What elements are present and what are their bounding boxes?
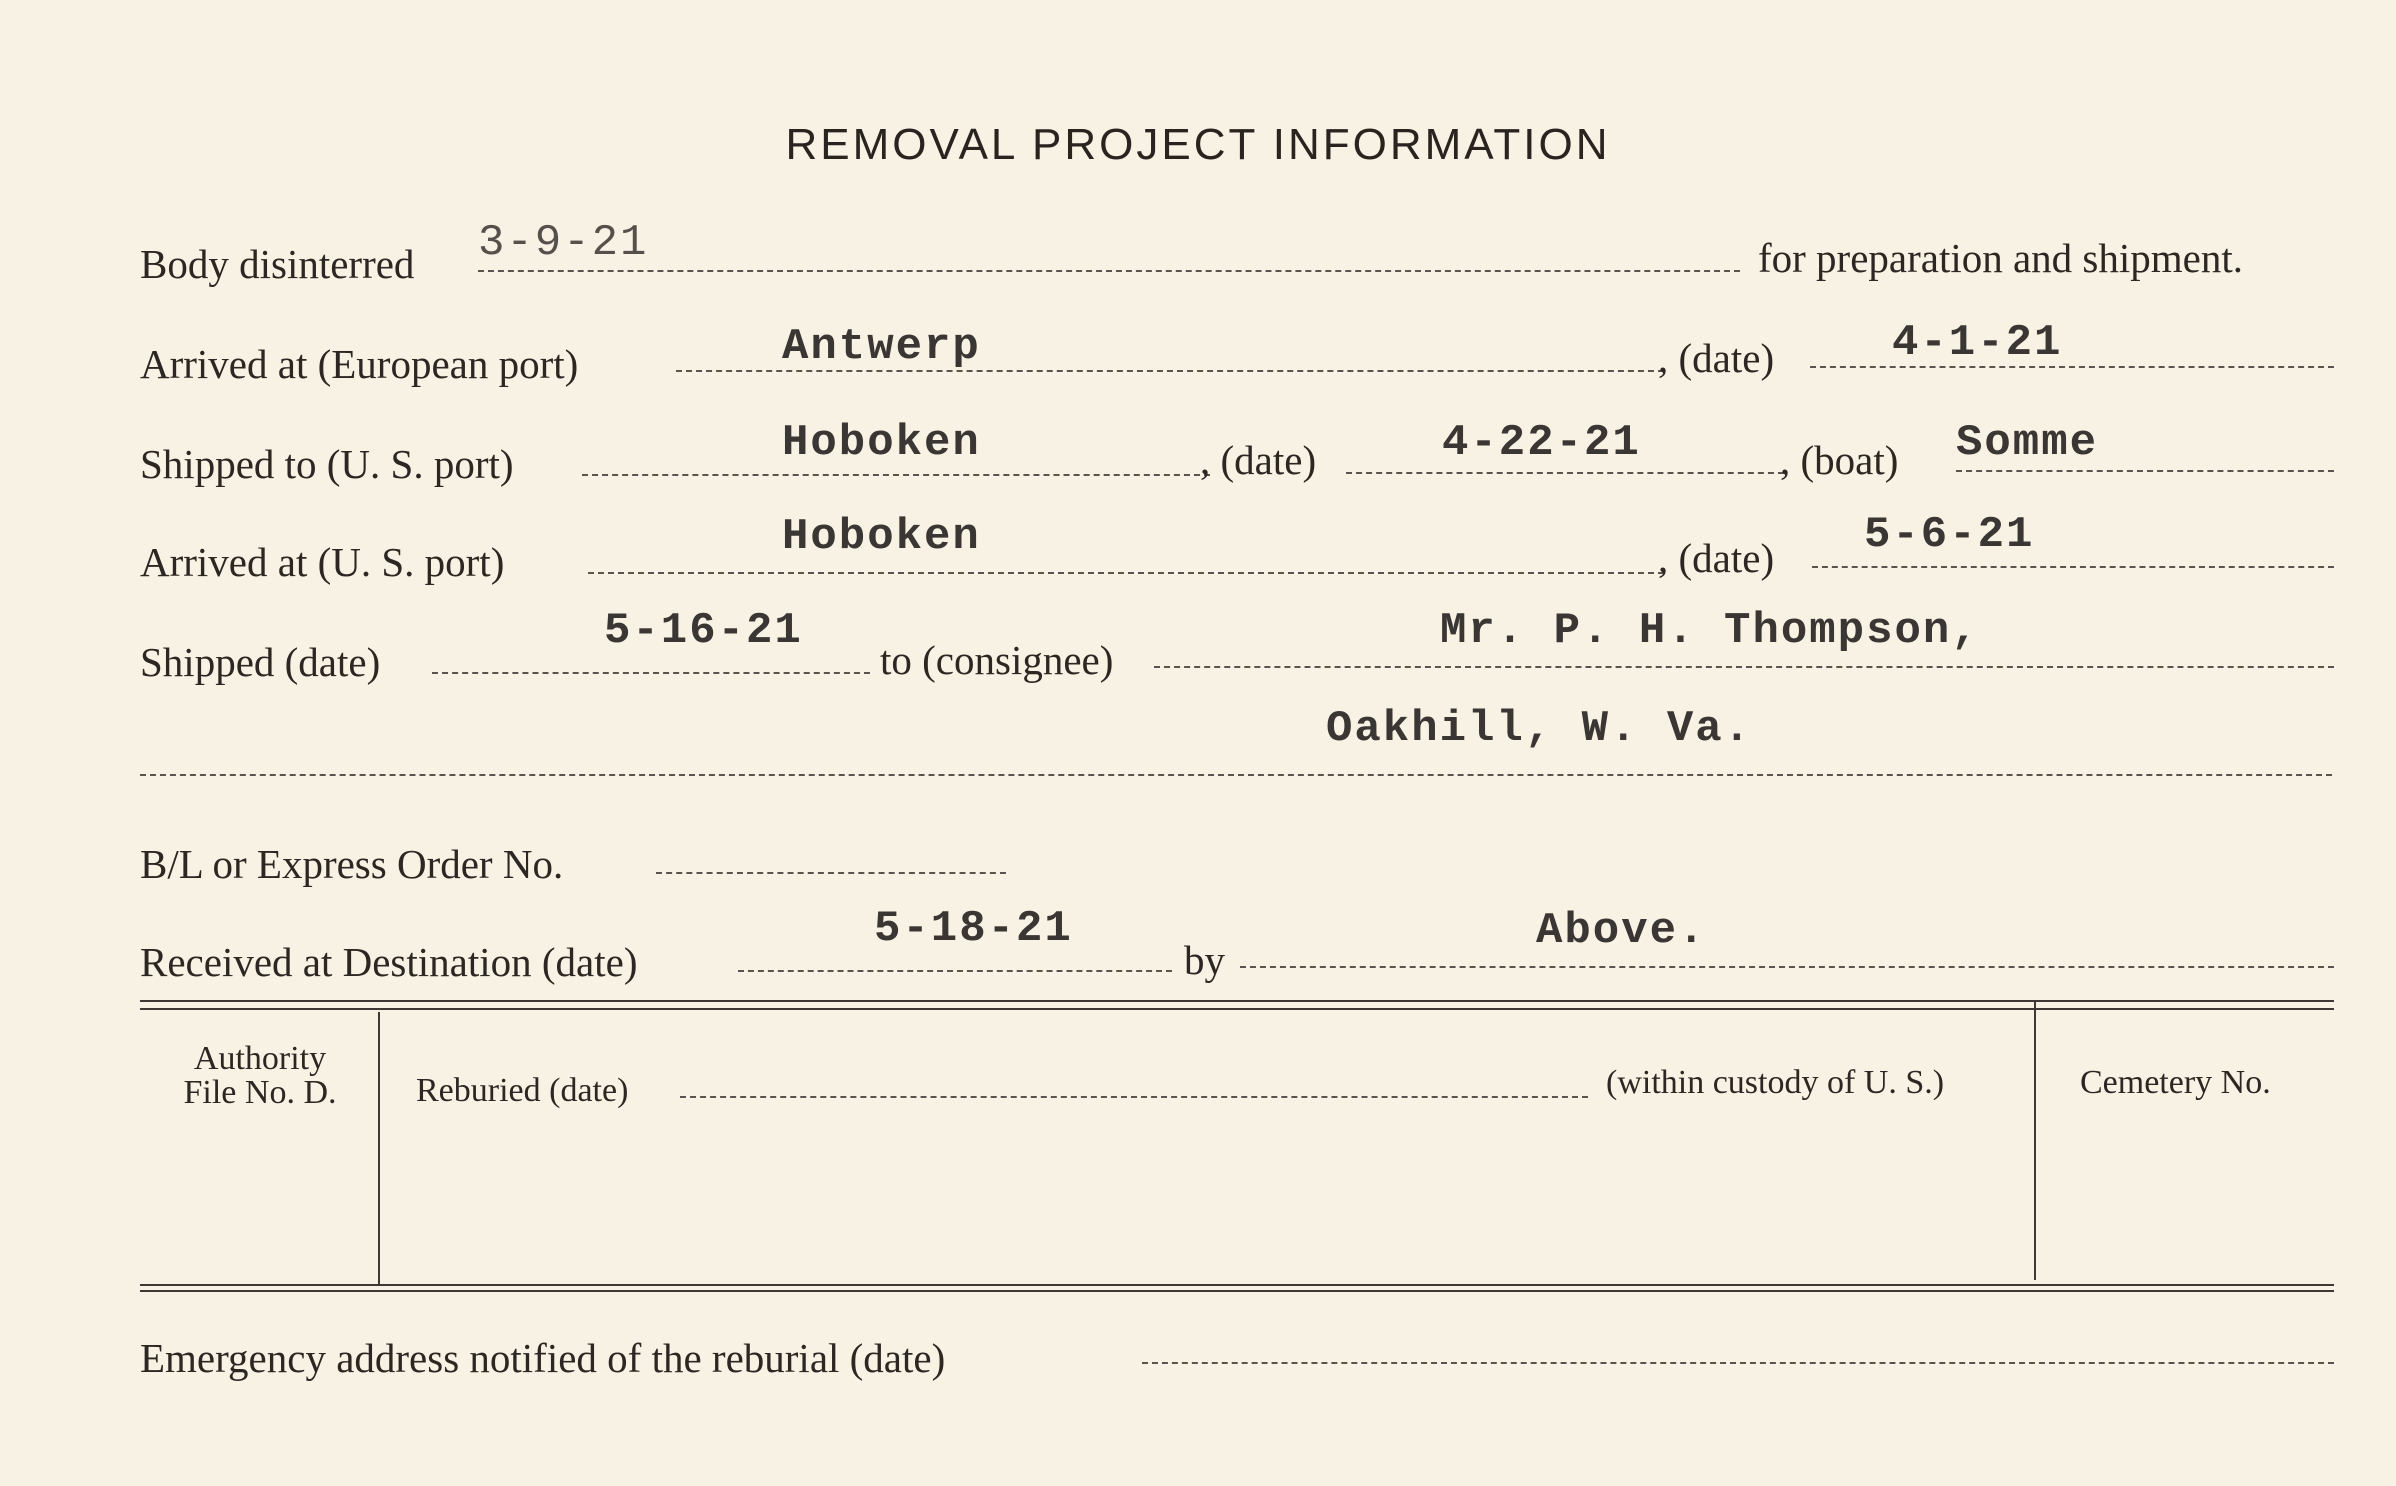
received-value: 5-18-21 xyxy=(874,904,1073,954)
european-port-label: Arrived at (European port) xyxy=(140,341,579,387)
file-no-label: File No. D. xyxy=(183,1074,337,1111)
shipped-date-line xyxy=(432,672,870,674)
received-line xyxy=(738,970,1172,972)
box-bottom-rule-2 xyxy=(140,1290,2334,1292)
disinterred-label: Body disinterred xyxy=(140,241,415,287)
reburied-line xyxy=(680,1096,1588,1098)
emergency-line xyxy=(1142,1362,2334,1364)
boat-label: , (boat) xyxy=(1780,437,1899,483)
arrived-us-date-line xyxy=(1812,566,2334,568)
received-by-label: by xyxy=(1184,937,1225,983)
shipped-to-date-line xyxy=(1346,472,1784,474)
box-bottom-rule-1 xyxy=(140,1284,2334,1286)
boat-line xyxy=(1956,470,2334,472)
box-divider-right xyxy=(2034,1002,2036,1280)
consignee-label: to (consignee) xyxy=(880,637,1114,683)
arrived-us-label: Arrived at (U. S. port) xyxy=(140,539,505,585)
shipped-to-value: Hoboken xyxy=(782,418,981,468)
reburied-label: Reburied (date) xyxy=(416,1072,629,1109)
shipped-to-date-label: , (date) xyxy=(1200,437,1317,483)
shipped-to-date-value: 4-22-21 xyxy=(1442,418,1641,468)
disinterred-suffix: for preparation and shipment. xyxy=(1758,235,2244,281)
shipped-date-value: 5-16-21 xyxy=(604,606,803,656)
arrived-us-date-label: , (date) xyxy=(1658,535,1775,581)
shipped-to-line xyxy=(582,474,1210,476)
shipped-date-label: Shipped (date) xyxy=(140,639,381,685)
shipped-to-label: Shipped to (U. S. port) xyxy=(140,441,514,487)
authority-label: Authority xyxy=(193,1040,327,1077)
european-port-value: Antwerp xyxy=(782,322,981,372)
disinterred-value: 3-9-21 xyxy=(478,218,649,268)
custody-label: (within custody of U. S.) xyxy=(1606,1064,1945,1101)
received-by-value: Above. xyxy=(1536,906,1707,956)
european-date-line xyxy=(1810,366,2334,368)
consignee-value: Mr. P. H. Thompson, xyxy=(1440,606,1980,656)
european-date-label: , (date) xyxy=(1658,335,1775,381)
consignee-address: Oakhill, W. Va. xyxy=(1326,704,1753,754)
received-label: Received at Destination (date) xyxy=(140,939,638,985)
arrived-us-line xyxy=(588,572,1664,574)
box-top-rule-2 xyxy=(140,1008,2334,1010)
consignee-line xyxy=(1154,666,2334,668)
bl-line xyxy=(656,872,1006,874)
european-date-value: 4-1-21 xyxy=(1892,318,2063,368)
cemetery-no-label: Cemetery No. xyxy=(2080,1064,2271,1101)
emergency-label: Emergency address notified of the reburial (date) xyxy=(140,1335,946,1381)
consignee-address-line xyxy=(140,774,2332,776)
disinterred-line xyxy=(478,270,1740,272)
box-divider-left xyxy=(378,1012,380,1286)
card-title: REMOVAL PROJECT INFORMATION xyxy=(785,120,1611,169)
bl-label: B/L or Express Order No. xyxy=(140,841,564,887)
received-by-line xyxy=(1240,966,2334,968)
arrived-us-date-value: 5-6-21 xyxy=(1864,510,2035,560)
boat-value: Somme xyxy=(1956,418,2099,468)
box-top-rule-1 xyxy=(140,1000,2334,1002)
arrived-us-value: Hoboken xyxy=(782,512,981,562)
